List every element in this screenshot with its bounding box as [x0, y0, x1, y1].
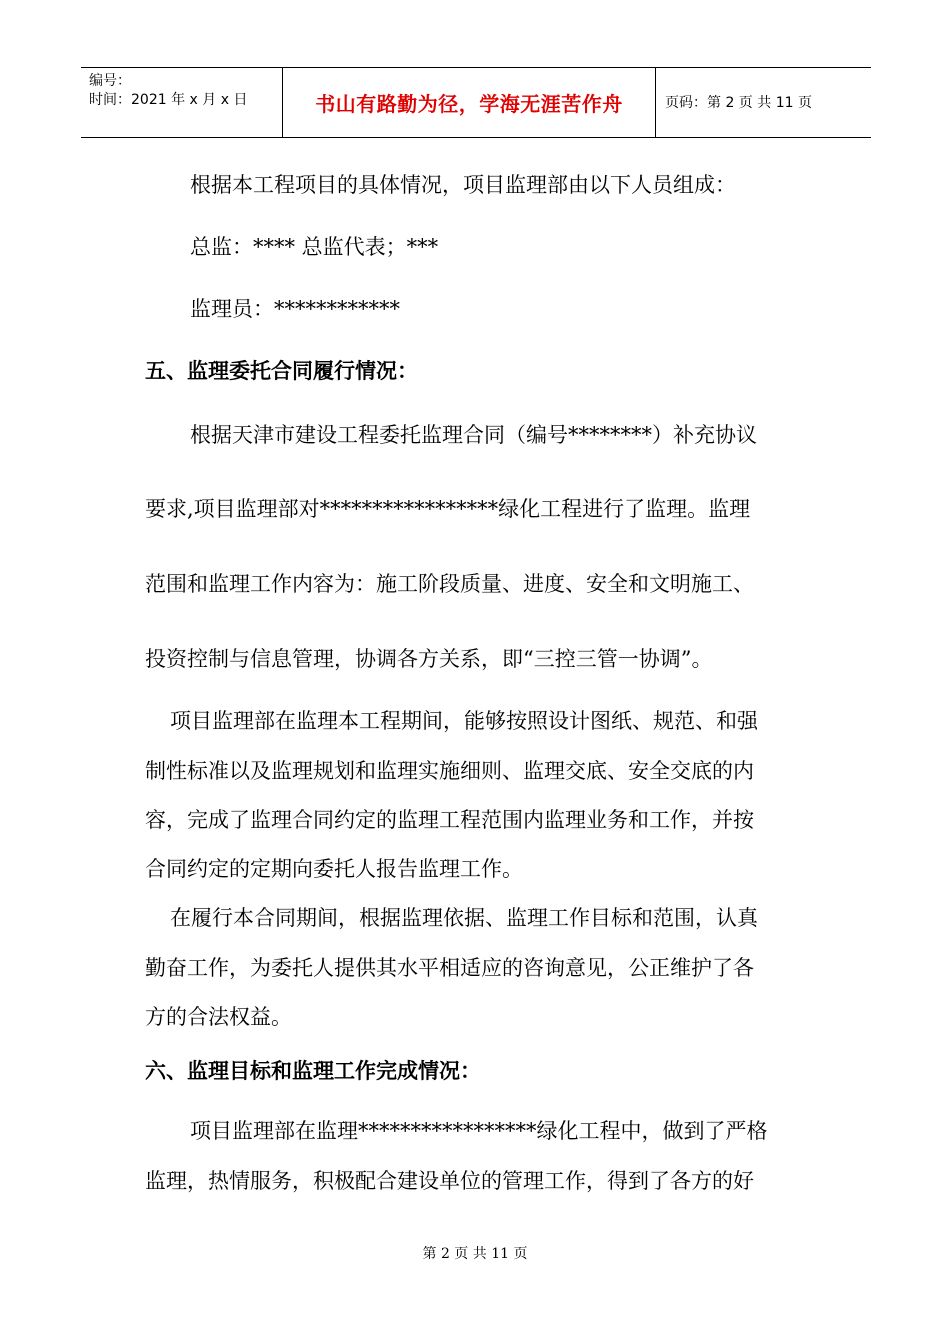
text-line: 监理，热情服务，积极配合建设单位的管理工作，得到了各方的好 [145, 1169, 754, 1193]
text-line: 方的合法权益。 [145, 1005, 292, 1029]
motto: 书山有路勤为径，学海无涯苦作舟 [315, 92, 623, 116]
text-line: 项目监理部在监理*****************绿化工程中，做到了严格 [190, 1119, 768, 1143]
number-label: 编号： [89, 73, 131, 89]
text-line: 制性标准以及监理规划和监理实施细则、监理交底、安全交底的内 [145, 759, 754, 783]
text-line: 根据本工程项目的具体情况，项目监理部由以下人员组成： [190, 173, 736, 197]
page-footer: 第 2 页 共 11 页 [422, 1246, 528, 1262]
header-table [81, 67, 871, 138]
section-heading: 五、监理委托合同履行情况： [145, 359, 418, 383]
text-line: 合同约定的定期向委托人报告监理工作。 [145, 857, 523, 881]
text-line: 投资控制与信息管理，协调各方关系，即“三控三管一协调”。 [145, 647, 713, 671]
section-heading: 六、监理目标和监理工作完成情况： [145, 1059, 481, 1083]
text-line: 容，完成了监理合同约定的监理工程范围内监理业务和工作，并按 [145, 808, 754, 832]
text-line: 监理员：************ [190, 297, 400, 321]
header-right-cell [655, 68, 871, 137]
text-line: 总监：**** 总监代表；*** [190, 235, 439, 259]
text-line: 根据天津市建设工程委托监理合同（编号********）补充协议 [190, 423, 757, 447]
text-line: 勤奋工作，为委托人提供其水平相适应的咨询意见，公正维护了各 [145, 956, 754, 980]
page-info: 页码：第 2 页 共 11 页 [665, 95, 812, 111]
time-label: 时间：2021 年 x 月 x 日 [89, 92, 248, 108]
text-line: 范围和监理工作内容为：施工阶段质量、进度、安全和文明施工、 [145, 572, 754, 596]
header-motto-cell [282, 68, 656, 137]
text-line: 项目监理部在监理本工程期间，能够按照设计图纸、规范、和强 [170, 709, 758, 733]
header-left-cell [81, 68, 282, 137]
text-line: 要求,项目监理部对*****************绿化工程进行了监理。监理 [145, 497, 751, 521]
text-line: 在履行本合同期间，根据监理依据、监理工作目标和范围，认真 [170, 906, 758, 930]
